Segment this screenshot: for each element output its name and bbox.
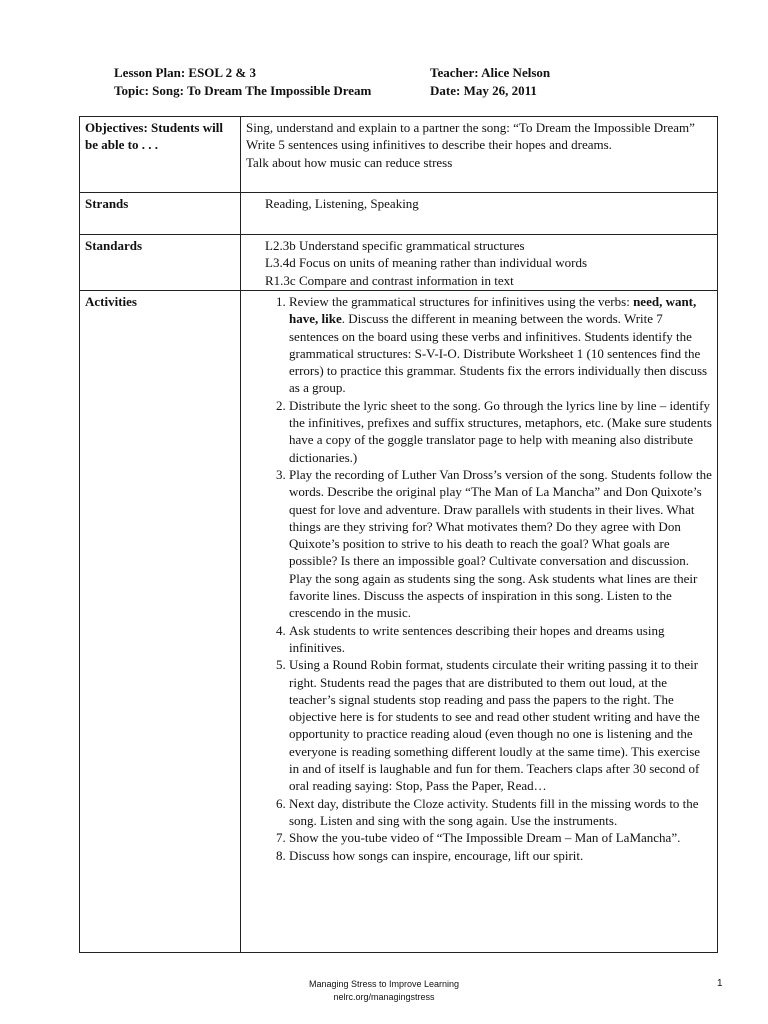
- activity-item: 2. Distribute the lyric sheet to the song. Go through the lyrics line by line – identify the infinitives, prefixes and suffix structures, metaphors, etc. (Make sure students have a copy of the goggle translator page to help with meaning also distribute dictionaries.): [289, 397, 712, 466]
- lesson-header: [114, 64, 674, 99]
- activity-item: 5. Using a Round Robin format, students circulate their writing passing it to their right. Students read the pages that are distributed to them out loud, at the teacher’s signal students stop reading and pass the papers to the right. The objective here is for students to see and read other student writing and have the opportunity to practice reading aloud (even though no one is listening and the everyone is reading something different loudly at the same time). This exercise in and of itself is laughable and fun for them. Teachers claps after 30 second of oral reading saying: Stop, Pass the Paper, Read…: [289, 656, 712, 794]
- activity-item: 7. Show the you-tube video of “The Impossible Dream – Man of LaMancha”.: [289, 829, 712, 846]
- activity-verbs: need, want, have, like: [289, 294, 697, 327]
- teacher-name: Teacher: Alice Nelson: [430, 65, 551, 80]
- standard-line: L3.4d Focus on units of meaning rather than individual words: [265, 255, 588, 271]
- lesson-plan-table: [79, 116, 718, 953]
- activity-item: 6. Next day, distribute the Cloze activity. Students fill in the missing words to the song. Listen and sing with the song again. Use the instruments.: [289, 795, 712, 830]
- footer-title: Managing Stress to Improve Learning: [308, 979, 460, 989]
- page-footer: [0, 978, 768, 1004]
- activities-row: [80, 291, 718, 953]
- objective-line: Sing, understand and explain to a partner the song: “To Dream the Impossible Dream”: [246, 120, 695, 135]
- strands-label: Strands: [80, 193, 241, 235]
- activity-text: Review the grammatical structures for infinitives using the verbs:: [289, 294, 634, 309]
- standards-row: [80, 235, 718, 291]
- standard-line: R1.3c Compare and contrast information in text: [265, 272, 514, 288]
- lesson-plan-title: Lesson Plan: ESOL 2 & 3: [114, 65, 256, 80]
- activity-item: 4. Ask students to write sentences describing their hopes and dreams using infinitives.: [289, 622, 712, 657]
- standards-content: [241, 235, 718, 291]
- objectives-row: [80, 117, 718, 193]
- standard-line: L2.3b Understand specific grammatical structures: [265, 238, 525, 253]
- objective-line: Write 5 sentences using infinitives to describe their hopes and dreams.: [246, 137, 612, 153]
- lesson-date: Date: May 26, 2011: [430, 82, 537, 98]
- standards-label: Standards: [80, 235, 241, 291]
- objectives-content: [241, 117, 718, 193]
- objective-line: Talk about how music can reduce stress: [246, 154, 453, 170]
- lesson-topic: Topic: Song: To Dream The Impossible Dream: [114, 82, 372, 98]
- strands-row: [80, 193, 718, 235]
- page-number: 1: [717, 978, 723, 989]
- activity-text: . Discuss the different in meaning between the words. Write 7 sentences on the board using these verbs and infinitives. Students identify the grammatical structures: S-V-I-O. Distribute Worksheet 1 (10 sentences find the errors) to practice this grammar. Students fix the errors individually then discuss as a group.: [289, 311, 708, 396]
- footer-url: nelrc.org/managingstress: [333, 992, 435, 1002]
- activity-item: 3. Play the recording of Luther Van Dross’s version of the song. Students follow the words. Describe the original play “The Man of La Mancha” and Don Quixote’s quest for love and adventure. Draw parallels with students in their lives. What things are they striving for? What motivates them? Do they agree with Don Quixote’s position to strive to his death to reach the goal? What goals are possible? Is there an impossible goal? Cultivate conversation and discussion. Play the song again as students sing the song. Ask students what lines are their favorite lines. Discuss the aspects of inspiration in this song. Listen to the crescendo in the music.: [289, 466, 712, 622]
- activities-content: [241, 291, 718, 953]
- activities-list: [246, 293, 712, 864]
- activities-label: Activities: [80, 291, 241, 953]
- activity-item: 8. Discuss how songs can inspire, encourage, lift our spirit.: [289, 847, 712, 864]
- objectives-label: Objectives: Students will be able to . . .: [80, 117, 241, 193]
- strands-text: Reading, Listening, Speaking: [265, 196, 419, 211]
- strands-content: [241, 193, 718, 235]
- activity-item: [289, 293, 712, 397]
